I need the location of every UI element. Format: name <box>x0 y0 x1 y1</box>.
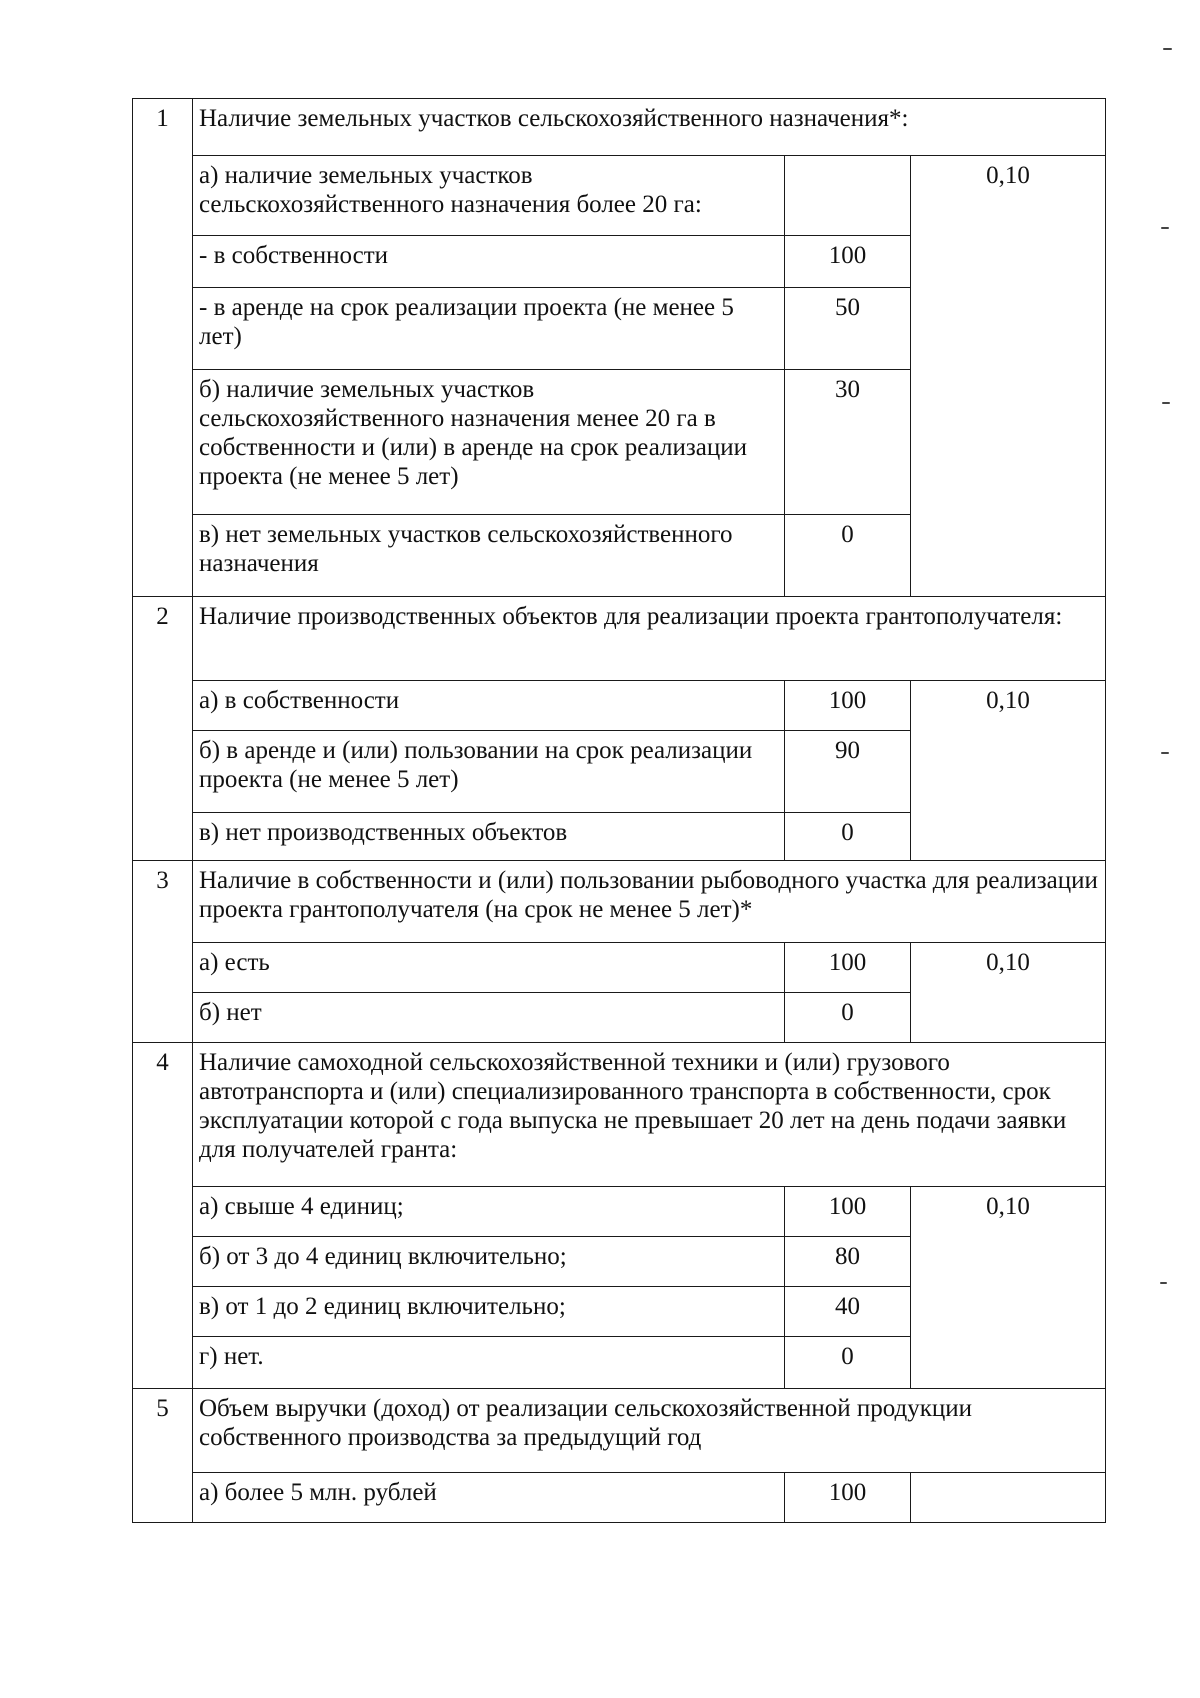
option-label: б) наличие земельных участков сельскохозяйственного назначения менее 20 га в собственности и (или) в аренде на срок реализации проекта (не менее 5 лет) <box>193 370 785 515</box>
criterion-row <box>133 1389 1106 1473</box>
option-row <box>133 681 1106 731</box>
option-label: б) от 3 до 4 единиц включительно; <box>193 1237 785 1287</box>
criterion-number: 4 <box>133 1043 193 1389</box>
criterion-number: 1 <box>133 99 193 597</box>
criterion-weight <box>911 1473 1106 1523</box>
criterion-title: Объем выручки (доход) от реализации сельскохозяйственной продукции собственного производства за предыдущий год <box>193 1389 1106 1473</box>
criterion-row <box>133 597 1106 681</box>
option-score: 100 <box>785 236 911 288</box>
scan-mark <box>1161 227 1169 229</box>
option-score <box>785 156 911 236</box>
option-label: - в аренде на срок реализации проекта (не менее 5 лет) <box>193 288 785 370</box>
option-label: а) в собственности <box>193 681 785 731</box>
option-score: 100 <box>785 681 911 731</box>
option-row <box>133 1187 1106 1237</box>
option-score: 90 <box>785 731 911 813</box>
option-label: а) более 5 млн. рублей <box>193 1473 785 1523</box>
option-score: 0 <box>785 993 911 1043</box>
option-label: в) от 1 до 2 единиц включительно; <box>193 1287 785 1337</box>
criterion-title: Наличие производственных объектов для реализации проекта грантополучателя: <box>193 597 1106 681</box>
option-label: - в собственности <box>193 236 785 288</box>
option-score: 0 <box>785 813 911 861</box>
option-score: 0 <box>785 1337 911 1389</box>
criterion-title: Наличие земельных участков сельскохозяйственного назначения*: <box>193 99 1106 156</box>
scan-mark <box>1162 402 1170 404</box>
option-label: в) нет производственных объектов <box>193 813 785 861</box>
criterion-weight: 0,10 <box>911 943 1106 1043</box>
criterion-row <box>133 861 1106 943</box>
option-row <box>133 1473 1106 1523</box>
option-score: 30 <box>785 370 911 515</box>
option-label: в) нет земельных участков сельскохозяйственного назначения <box>193 515 785 597</box>
option-label: а) есть <box>193 943 785 993</box>
criterion-number: 3 <box>133 861 193 1043</box>
criterion-number: 2 <box>133 597 193 861</box>
criterion-weight: 0,10 <box>911 681 1106 861</box>
scan-mark <box>1160 1282 1167 1284</box>
scan-mark <box>1161 752 1169 754</box>
criterion-weight: 0,10 <box>911 1187 1106 1389</box>
option-score: 80 <box>785 1237 911 1287</box>
scan-mark <box>1163 48 1172 50</box>
option-label: а) наличие земельных участков сельскохозяйственного назначения более 20 га: <box>193 156 785 236</box>
criterion-title: Наличие самоходной сельскохозяйственной техники и (или) грузового автотранспорта и (или) специализированного транспорта в собственности, срок эксплуатации которой с года выпуска не превышает 20 лет на день подачи заявки для получателей гранта: <box>193 1043 1106 1187</box>
criterion-row <box>133 99 1106 156</box>
option-score: 100 <box>785 1473 911 1523</box>
option-score: 100 <box>785 943 911 993</box>
option-score: 0 <box>785 515 911 597</box>
option-label: г) нет. <box>193 1337 785 1389</box>
option-score: 40 <box>785 1287 911 1337</box>
option-row <box>133 156 1106 236</box>
criterion-row <box>133 1043 1106 1187</box>
criterion-weight: 0,10 <box>911 156 1106 597</box>
criterion-title: Наличие в собственности и (или) пользовании рыбоводного участка для реализации проекта грантополучателя (на срок не менее 5 лет)* <box>193 861 1106 943</box>
option-score: 100 <box>785 1187 911 1237</box>
option-label: а) свыше 4 единиц; <box>193 1187 785 1237</box>
option-score: 50 <box>785 288 911 370</box>
option-label: б) нет <box>193 993 785 1043</box>
option-row <box>133 943 1106 993</box>
option-label: б) в аренде и (или) пользовании на срок реализации проекта (не менее 5 лет) <box>193 731 785 813</box>
criterion-number: 5 <box>133 1389 193 1523</box>
criteria-table <box>132 98 1106 1523</box>
